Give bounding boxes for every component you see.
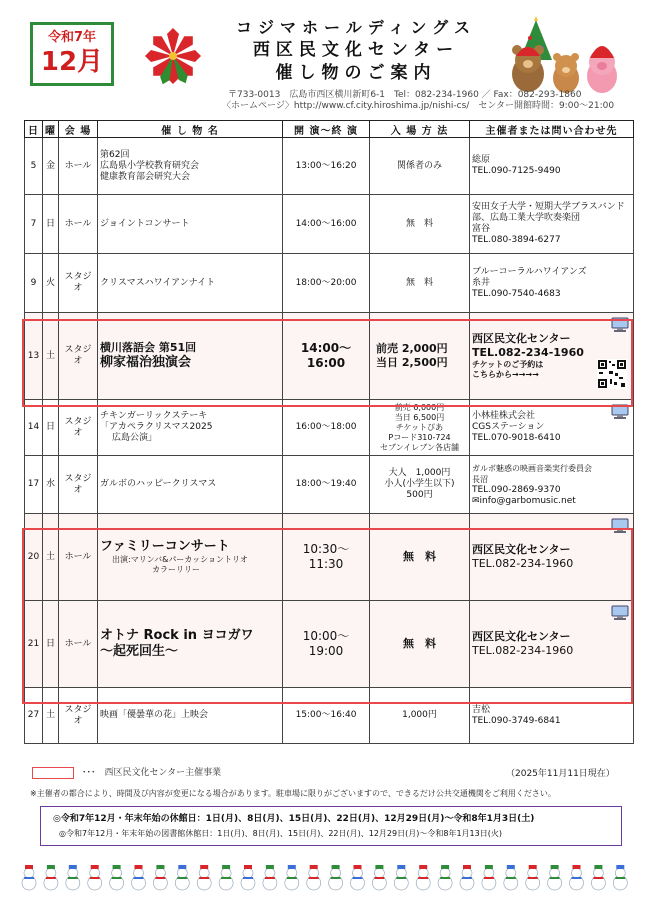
day-cell: 20 [25,514,43,601]
table-row [25,254,634,313]
time-cell: 18:00～19:40 [283,456,370,514]
fee-line: 当日 6,500円 [394,412,445,422]
day-cell: 27 [25,688,43,744]
snowman-icon [197,865,211,890]
event-name-line: チキンガーリックステーキ [100,411,208,421]
venue-cell: ホール [59,138,98,195]
era-label: 令和7年 [47,30,97,45]
snowman-icon [219,865,233,890]
address-line: 〒733-0013 広島市西区横川新町6-1 Tel：082-234-1960 ／ Fax：082-293-1860 [228,90,582,100]
event-series-label: 横川落語会 第51回 [100,341,197,354]
table-row [25,400,634,456]
snowman-icon [416,865,430,890]
snowman-border [18,862,632,892]
admission-cell: 無 料 [370,195,470,254]
admission-cell: 1,000円 [370,688,470,744]
organizer-line: TEL.090-7540-4683 [472,288,561,299]
time-start: 10:30～ [302,542,350,556]
organizer-name: 西区民文化センター [472,332,571,345]
weekday-cell: 日 [43,195,59,254]
table-row-own-event [25,601,634,688]
snowman-icon [153,865,167,890]
weekday-cell: 火 [43,254,59,313]
snowman-icon [263,865,277,890]
event-subtitle: ～起死回生～ [100,644,179,659]
organizer-line: 安田女子大学・短期大学ブラスバンド部、広島工業大学吹奏楽団 [472,202,625,223]
snowman-icon [591,865,605,890]
organizer-line: 長沼 [472,474,488,484]
snowman-icon [613,865,627,890]
poinsettia-icon [138,26,208,88]
organizer-line: ガルボ魅惑の映画音楽実行委員会 [472,463,592,473]
snowman-icon [44,865,58,890]
event-name-cell [98,400,283,456]
event-name-cell [98,514,283,601]
organizer-cell [470,514,634,601]
time-end: 19:00 [308,644,344,658]
event-name-cell: 映画「優曇華の花」上映会 [98,688,283,744]
month-badge [30,22,114,86]
snowman-icon [438,865,452,890]
snowman-icon [175,865,189,890]
corp-name: コジマホールディングス [236,18,476,37]
closed-days-center: ◎令和7年12月・年末年始の休館日：1日(月)、8日(月)、15日(月)、22日(月)、12月29日(月)～令和8年1月3日(土) [53,814,535,824]
venue-cell: スタジオ [59,400,98,456]
organizer-line: CGSステーション [472,422,545,432]
hall-name: 西区民文化センター [252,40,460,60]
venue-cell: スタジオ [59,313,98,400]
fee-advance: 前売 2,000円 [376,342,448,355]
venue-cell: スタジオ [59,456,98,514]
weekday-cell: 土 [43,313,59,400]
fee-line: Pコード310-724 [388,432,451,442]
event-name-cell: ガルボのハッピークリスマス [98,456,283,514]
admission-cell [370,313,470,400]
time-end: 11:30 [308,557,344,571]
event-name-cell: クリスマスハワイアンナイト [98,254,283,313]
event-title: オトナ Rock in ヨコガワ [100,628,254,643]
snowman-icon [307,865,321,890]
organizer-line: TEL.080-3894-6277 [472,235,561,245]
time-cell: 13:00～16:20 [283,138,370,195]
organizer-line: 吉松 [472,704,491,715]
snowman-icon [548,865,562,890]
snowman-icon [285,865,299,890]
organizer-cell [470,254,634,313]
table-row [25,456,634,514]
as-of-date: （2025年11月11日現在） [506,769,615,779]
day-cell: 21 [25,601,43,688]
admission-cell: 関係者のみ [370,138,470,195]
organizer-line: TEL.090-7125-9490 [472,166,561,176]
header-time: 開 演～終 演 [283,121,370,138]
fee-line: セブンイレブン各店舗 [380,442,459,452]
organizer-cell [470,688,634,744]
snowman-icon [394,865,408,890]
organizer-cell [470,313,634,400]
computer-icon [611,518,629,534]
venue-cell: ホール [59,195,98,254]
event-name-line: 広島県小学校教育研究会 [100,160,200,171]
organizer-name: 西区民文化センター [472,543,571,556]
fee-line: 大人 1,000円 [388,468,451,478]
header-admission: 入 場 方 法 [370,121,470,138]
computer-icon [611,605,629,621]
closed-days-library: ◎令和7年12月・年末年始の図書館休館日：1日(月)、8日(月)、15日(月)、22日(月)、12月29日(月)～令和8年1月13日(火) [59,829,502,838]
table-row-own-event [25,313,634,400]
organizer-tel: TEL.082-234-1960 [472,644,574,657]
day-cell: 7 [25,195,43,254]
event-name-line: 広島公演」 [112,433,158,443]
computer-icon [611,317,629,333]
organizer-cell [470,456,634,514]
snowman-icon [504,865,518,890]
header-day: 日 [25,121,43,138]
organizer-cell [470,138,634,195]
notice-text: ※主催者の都合により、時間及び内容が変更になる場合があります。駐車場に限りがございますので、できるだけ公共交通機関をご利用ください。 [30,789,556,798]
time-start: 14:00～ [300,341,352,355]
day-cell: 5 [25,138,43,195]
admission-cell [370,400,470,456]
organizer-tel: TEL.082-234-1960 [472,346,584,359]
event-name-cell [98,601,283,688]
guide-title: 催し物のご案内 [275,63,437,83]
reservation-link[interactable]: こちらから→→→→ [472,370,539,379]
snowman-icon [372,865,386,890]
snowman-icon [329,865,343,890]
closed-days-box [40,806,622,846]
organizer-email[interactable]: ✉info@garbomusic.net [472,495,576,506]
legend-swatch [32,767,74,779]
header-organizer: 主催者または問い合わせ先 [470,121,634,138]
event-title: 柳家福治独演会 [100,355,192,370]
organizer-line: 総原 [472,155,491,165]
admission-cell [370,456,470,514]
weekday-cell: 金 [43,138,59,195]
snowman-icon [66,865,80,890]
event-name-cell [98,313,283,400]
day-cell: 9 [25,254,43,313]
fee-line: チケットぴあ [395,422,444,432]
header-weekday: 曜 [43,121,59,138]
table-row [25,195,634,254]
event-title: ファミリーコンサート [100,539,230,554]
fee-line: 小人(小学生以下) [384,479,455,489]
organizer-line: 小林桂株式会社 [472,411,536,421]
snowman-icon [110,865,124,890]
fee-line: 無 料 [403,637,436,650]
admission-cell [370,514,470,601]
table-header-row [25,121,634,138]
computer-icon [611,404,629,420]
event-name-cell: ジョイントコンサート [98,195,283,254]
event-name-cell [98,138,283,195]
event-performers: 出演:マリンバ&パーカッショントリオ [112,555,248,564]
month-label: 12月 [40,47,104,77]
organizer-name: 西区民文化センター [472,630,571,643]
legend-text: ･･･ 西区民文化センター主催事業 [82,768,222,778]
organizer-line: ブルーコーラルハワイアンズ [472,266,587,277]
table-row [25,688,634,744]
organizer-line: 糸井 [472,277,491,288]
snowman-icon [351,865,365,890]
venue-cell: スタジオ [59,688,98,744]
time-cell: 14:00～16:00 [283,195,370,254]
snowman-icon [570,865,584,890]
time-cell [283,601,370,688]
fee-door: 当日 2,500円 [376,356,448,369]
snowman-icon [526,865,540,890]
weekday-cell: 日 [43,601,59,688]
venue-cell: ホール [59,601,98,688]
weekday-cell: 土 [43,688,59,744]
organizer-cell [470,601,634,688]
header-event-name: 催 し 物 名 [98,121,283,138]
fee-line: 前売 6,000円 [394,402,445,412]
time-start: 10:00～ [302,629,350,643]
time-cell: 18:00～20:00 [283,254,370,313]
weekday-cell: 日 [43,400,59,456]
snowman-icon [132,865,146,890]
snowman-icon [241,865,255,890]
schedule-table [24,120,634,744]
event-name-line: 「アカペラクリスマス2025 [100,422,213,432]
time-cell [283,514,370,601]
day-cell: 14 [25,400,43,456]
organizer-line: TEL.090-3749-6841 [472,715,561,726]
snowman-icon [88,865,102,890]
fee-line: 無 料 [403,550,436,563]
time-end: 16:00 [306,356,346,370]
event-performers: カラーリリー [152,565,200,574]
snowman-icon [460,865,474,890]
weekday-cell: 水 [43,456,59,514]
organizer-line: TEL.070-9018-6410 [472,433,561,443]
title-block [212,18,500,84]
time-cell: 16:00～18:00 [283,400,370,456]
fee-line: 500円 [406,490,433,500]
venue-cell: ホール [59,514,98,601]
qr-code-icon[interactable] [597,359,627,389]
bears-santa-icon [498,16,626,96]
venue-cell: スタジオ [59,254,98,313]
organizer-cell [470,195,634,254]
table-row [25,138,634,195]
time-cell [283,313,370,400]
organizer-cell [470,400,634,456]
snowman-icon [22,865,36,890]
day-cell: 13 [25,313,43,400]
admission-cell [370,601,470,688]
organizer-line: TEL.090-2869-9370 [472,484,561,495]
organizer-tel: TEL.082-234-1960 [472,557,574,570]
time-cell: 15:00～16:40 [283,688,370,744]
header-venue: 会 場 [59,121,98,138]
admission-cell: 無 料 [370,254,470,313]
event-name-line: 第62回 [100,149,130,160]
snowman-icon [482,865,496,890]
web-line: 〈ホームページ〉http://www.cf.city.hiroshima.jp/nishi-cs/ センター開館時間：9:00～21:00 [222,101,615,111]
organizer-line: 富谷 [472,224,491,234]
event-name-line: 健康教育部会研究大会 [100,171,191,182]
reservation-note: チケットのご予約は [472,360,544,369]
day-cell: 17 [25,456,43,514]
weekday-cell: 土 [43,514,59,601]
table-row-own-event [25,514,634,601]
